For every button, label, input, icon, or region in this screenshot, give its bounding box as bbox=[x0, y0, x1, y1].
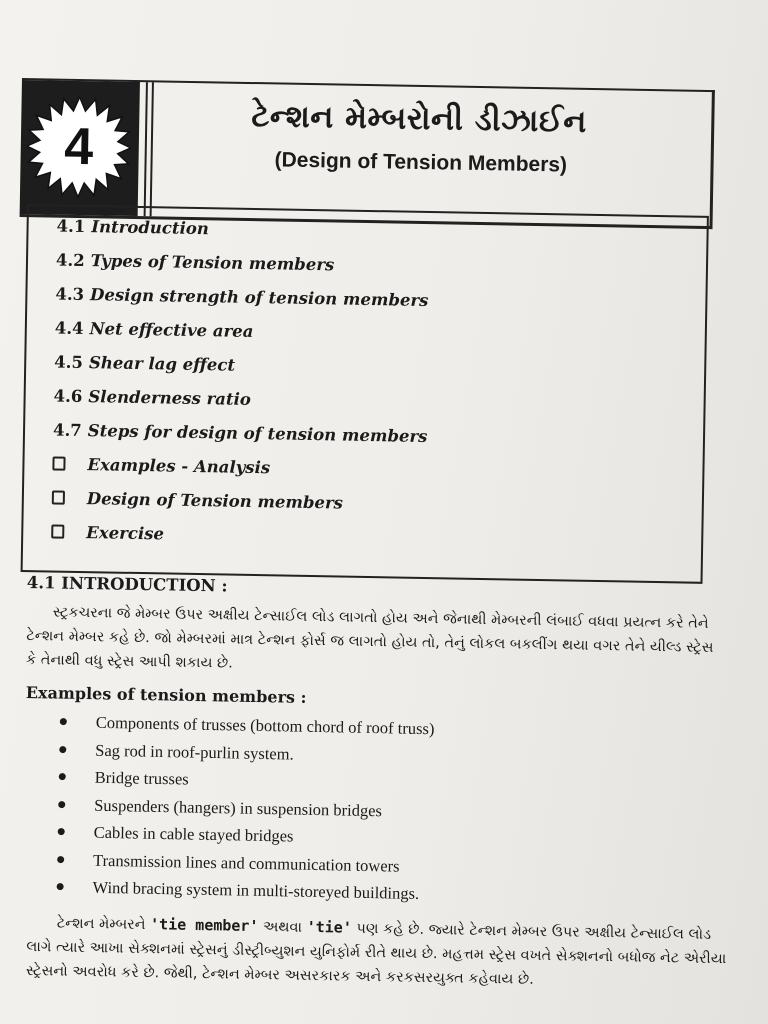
examples-heading: Examples of tension members : bbox=[25, 683, 307, 707]
bullet-icon bbox=[57, 883, 64, 890]
chapter-title-english: (Design of Tension Members) bbox=[274, 148, 568, 177]
toc-item: 4.1 Introduction bbox=[56, 216, 209, 239]
chapter-title-gujarati: ટેન્શન મેમ્બરોની ડીઝાઈન bbox=[251, 98, 588, 140]
paragraph-line: ટેન્શન મેમ્બરને 'tie member' અથવા 'tie' પણ કહે છે. જ્યારે ટેન્શન મેમ્બર ઉપર અક્ષીય ટેન્સાઈલ લોડ bbox=[56, 915, 712, 943]
toc-item: 4.6 Slenderness ratio bbox=[53, 386, 252, 409]
paragraph-line: કે તેનાથી વધુ સ્ટ્રેસ આપી શકાય છે. bbox=[25, 651, 233, 672]
header-rule bbox=[150, 82, 154, 216]
list-item: Wind bracing system in multi-storeyed buildings. bbox=[54, 877, 431, 912]
paragraph-line: સ્ટ્રેસનો અવરોધ કરે છે. જેથી, ટેન્શન મેમ્બર અસરકારક અને કરકસરયુક્ત કહેવાય છે. bbox=[25, 962, 534, 988]
bullet-icon bbox=[59, 773, 66, 780]
checkbox-square-icon bbox=[51, 524, 64, 538]
toc-item: Exercise bbox=[51, 522, 164, 543]
bullet-icon bbox=[59, 746, 66, 753]
chapter-badge bbox=[20, 80, 140, 216]
toc-item: 4.4 Net effective area bbox=[54, 318, 254, 341]
section-heading: 4.1 INTRODUCTION : bbox=[26, 573, 228, 596]
list-item: Sag rod in roof-purlin system. bbox=[57, 739, 434, 774]
term-tie-member: 'tie member' bbox=[149, 915, 259, 936]
bullet-icon bbox=[57, 856, 64, 863]
bullet-icon bbox=[60, 718, 67, 725]
closing-paragraph bbox=[25, 910, 727, 995]
list-item: Suspenders (hangers) in suspension bridges bbox=[56, 794, 433, 829]
list-item: Components of trusses (bottom chord of roof truss) bbox=[57, 712, 434, 747]
chapter-contents-box bbox=[21, 204, 709, 584]
paragraph-line: સ્ટ્રકચરના જે મેમ્બર ઉપર અક્ષીય ટેન્સાઈલ લોડ લાગતો હોય અને જેનાથી મેમ્બરની લંબાઈ વધવા પ્રયત્ન કરે તેને bbox=[52, 604, 709, 632]
list-item: Bridge trusses bbox=[56, 767, 433, 802]
toc-item: 4.7 Steps for design of tension members bbox=[52, 420, 428, 447]
paragraph-line: ટેન્શન મેમ્બર કહે છે. જો મેમ્બરમાં માત્ર ટેન્શન ફોર્સ જ લાગતો હોય તો, તેનું લોકલ બકલીંગ થયા વગર તેને યીલ્ડ સ્ટ્રેસ bbox=[26, 627, 714, 656]
list-item: Transmission lines and communication towers bbox=[55, 849, 432, 884]
bullet-icon bbox=[58, 828, 65, 835]
paragraph-line: લાગે ત્યારે આખા સેક્શનમાં સ્ટ્રેસનું ડીસ્ટ્રીબ્યુશન યુનિફોર્મ રીતે થાય છે. મહત્તમ સ્ટ્રેસ વખતે સેક્શનનો બધોજ નેટ એરીયા bbox=[26, 938, 727, 968]
toc-item: Design of Tension members bbox=[52, 488, 343, 512]
list-item: Cables in cable stayed bridges bbox=[55, 822, 432, 857]
toc-item: Examples - Analysis bbox=[52, 454, 270, 477]
term-tie: 'tie' bbox=[306, 917, 352, 937]
toc-item: 4.2 Types of Tension members bbox=[55, 250, 335, 275]
checkbox-square-icon bbox=[52, 456, 65, 470]
examples-list bbox=[54, 712, 434, 912]
header-rule bbox=[144, 82, 148, 216]
intro-paragraph bbox=[26, 600, 717, 684]
chapter-number: 4 bbox=[63, 117, 94, 177]
bullet-icon bbox=[58, 801, 65, 808]
checkbox-square-icon bbox=[52, 490, 65, 504]
toc-item: 4.5 Shear lag effect bbox=[54, 352, 236, 375]
toc-item: 4.3 Design strength of tension members bbox=[55, 284, 429, 311]
